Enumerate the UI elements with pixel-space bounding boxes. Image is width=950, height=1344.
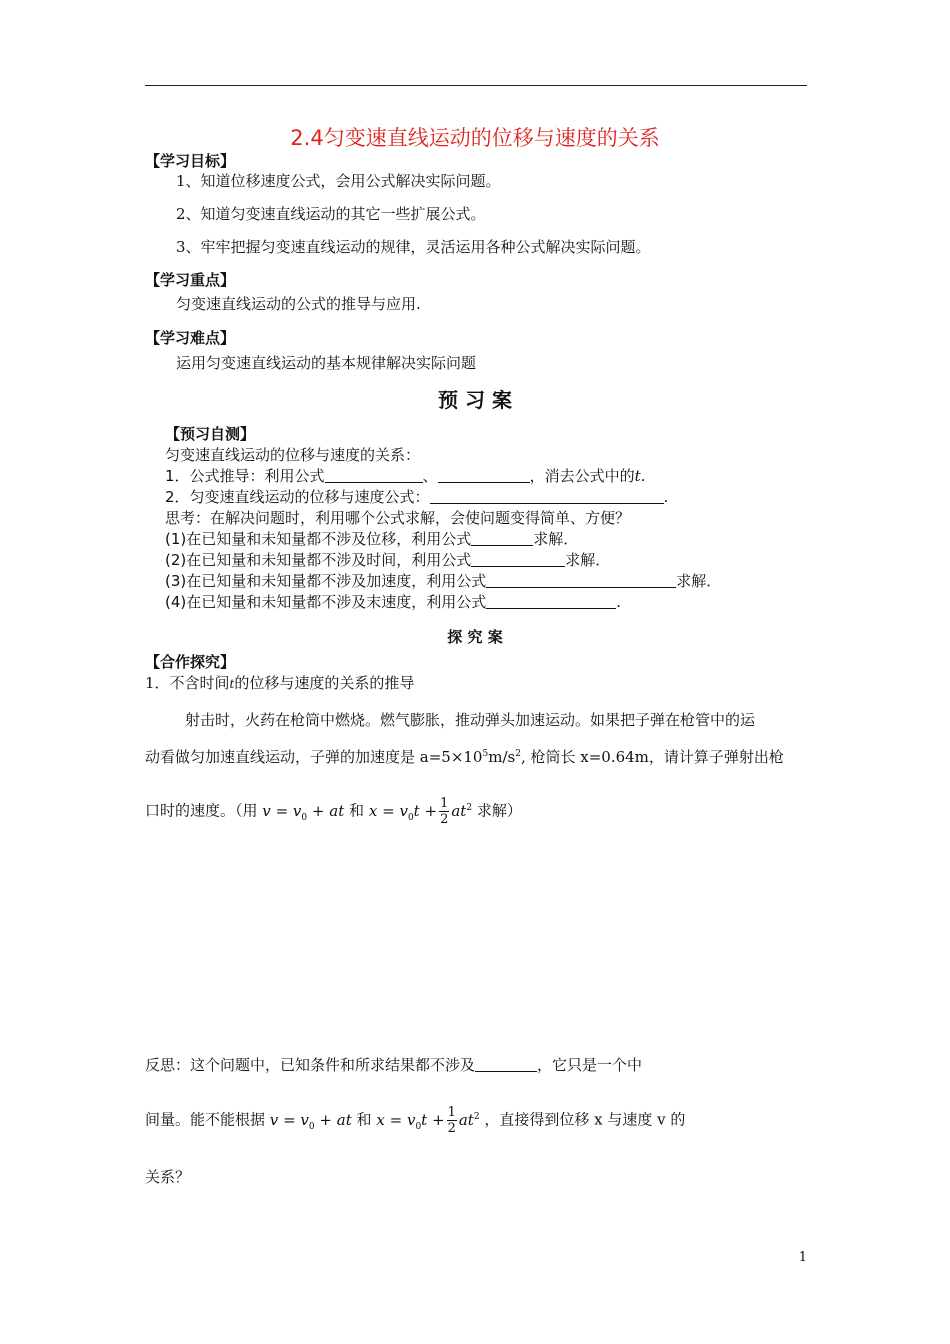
think-item-3: [165, 570, 721, 591]
problem-line-1: 射击时，火药在枪筒中燃烧。燃气膨胀，推动弹头加速运动。如果把子弹在枪管中的运: [185, 711, 756, 729]
problem-line-2: [145, 746, 784, 767]
p3-end: 求解）: [476, 801, 522, 820]
t4-blank[interactable]: [486, 594, 616, 609]
think-item-2: [165, 549, 610, 570]
problem-line-3: [145, 796, 522, 827]
explore-sub1: [145, 672, 414, 693]
q1-text-b: 、: [422, 467, 438, 485]
q1-blank-2[interactable]: [438, 468, 530, 483]
sub1-text-a: 1．不含时间: [145, 674, 230, 692]
selftest-intro: 匀变速直线运动的位移与速度的关系：: [165, 446, 421, 464]
t1-end: 求解．: [533, 530, 579, 548]
p2-text-a: 动看做匀加速直线运动，子弹的加速度是 a=5×10: [145, 748, 483, 766]
formula-x: $x = v_0t$ + $\frac{1}{2}$ $at^2$: [368, 796, 473, 827]
formula-v: $v = v_0$ + at: [262, 801, 345, 823]
think-item-4: [165, 591, 621, 612]
q1-blank-1[interactable]: [325, 468, 423, 483]
difficulty-heading: 【学习难点】: [145, 329, 236, 347]
page-title: 2.4匀变速直线运动的位移与速度的关系: [290, 126, 660, 150]
q1-var: t.: [634, 467, 646, 485]
sub1-var: t: [229, 677, 235, 691]
t3-end: 求解．: [676, 572, 722, 590]
goal-item-2: 2、知道匀变速直线运动的其它一些扩展公式。: [176, 205, 486, 223]
goal-item-3: 3、牢牢把握匀变速直线运动的规律，灵活运用各种公式解决实际问题。: [176, 238, 651, 256]
page-number: 1: [798, 1250, 807, 1265]
p3-text-a: 口时的速度。（用: [145, 801, 258, 820]
selftest-q2: [165, 486, 668, 507]
q2-blank[interactable]: [430, 489, 664, 504]
t2-blank[interactable]: [471, 552, 565, 567]
reflection-line-3: 关系？: [145, 1168, 191, 1186]
coop-heading: 【合作探究】: [145, 653, 236, 671]
p2-exp: 5: [482, 749, 489, 759]
q2-end: .: [663, 488, 669, 506]
difficulty-text: 运用匀变速直线运动的基本规律解决实际问题: [176, 354, 477, 372]
t1-blank[interactable]: [471, 531, 533, 546]
p2-text-c: , 枪筒长 x=0.64m，请计算子弹射出枪: [520, 748, 784, 766]
selftest-q1: [165, 465, 645, 486]
t4-text: (4)在已知量和未知量都不涉及末速度，利用公式: [165, 593, 487, 611]
key-heading: 【学习重点】: [145, 271, 236, 289]
r1-text-b: ，它只是一个中: [537, 1056, 643, 1074]
t3-text: (3)在已知量和未知量都不涉及加速度，利用公式: [165, 572, 487, 590]
t4-end: .: [616, 593, 622, 611]
q1-text-a: 1．公式推导：利用公式: [165, 467, 325, 485]
reflection-line-1: [145, 1054, 642, 1075]
r2-text-a: 间量。能不能根据: [145, 1110, 266, 1129]
t3-blank[interactable]: [486, 573, 676, 588]
p2-exp2: 2: [515, 749, 521, 759]
explore-heading: 探 究 案: [447, 628, 503, 646]
key-text: 匀变速直线运动的公式的推导与应用.: [176, 295, 421, 313]
t2-text: (2)在已知量和未知量都不涉及时间，利用公式: [165, 551, 472, 569]
r2-text-b: ，直接得到位移 x 与速度 v 的: [484, 1110, 686, 1129]
think-item-1: [165, 528, 578, 549]
formula-x-2: $x = v_0t$ + $\frac{1}{2}$ $at^2$: [376, 1105, 480, 1136]
q2-text: 2．匀变速直线运动的位移与速度公式：: [165, 488, 430, 506]
reflection-line-2: [145, 1105, 685, 1136]
header-rule: [145, 85, 807, 86]
selftest-heading: 【预习自测】: [165, 425, 256, 443]
preview-heading: 预 习 案: [438, 388, 512, 412]
think-question: 思考：在解决问题时，利用哪个公式求解，会使问题变得简单、方便？: [165, 509, 631, 527]
r2-and: 和: [356, 1110, 372, 1129]
q1-text-c: ，消去公式中的: [529, 467, 635, 485]
goals-heading: 【学习目标】: [145, 152, 236, 170]
t2-end: 求解．: [565, 551, 611, 569]
r1-text-a: 反思：这个问题中，已知条件和所求结果都不涉及: [145, 1056, 476, 1074]
p2-text-b: m/s: [488, 748, 516, 766]
formula-v-2: $v = v_0$ + at: [269, 1110, 352, 1132]
reflection-blank[interactable]: [475, 1057, 537, 1072]
p3-and: 和: [349, 801, 365, 820]
sub1-text-b: 的位移与速度的关系的推导: [234, 674, 415, 692]
t1-text: (1)在已知量和未知量都不涉及位移，利用公式: [165, 530, 472, 548]
goal-item-1: 1、知道位移速度公式，会用公式解决实际问题。: [176, 172, 501, 190]
